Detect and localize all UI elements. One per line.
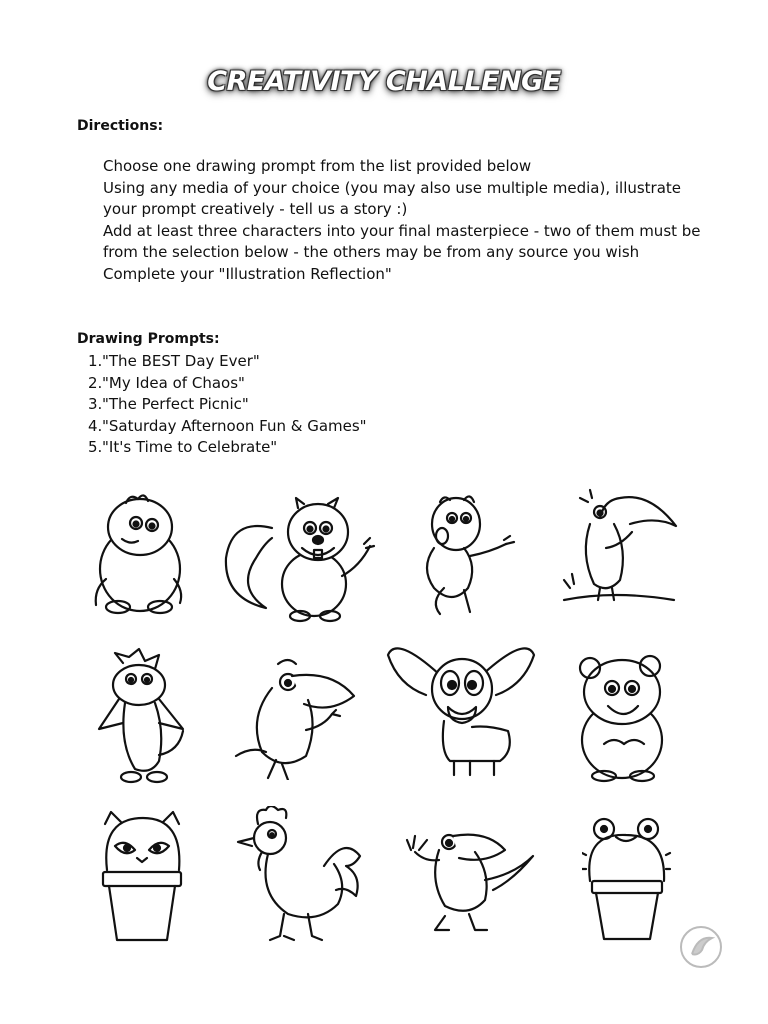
raccoon-cactus-image [97, 810, 187, 945]
watermark-logo-icon [678, 924, 724, 974]
prompt-item [88, 351, 367, 373]
prompt-item [88, 373, 367, 395]
toucan-on-branch-image [560, 488, 680, 618]
direction-item: Choose one drawing prompt from the list provided below [103, 157, 532, 175]
directions-heading: Directions: [77, 118, 164, 134]
prompt-item [88, 416, 367, 438]
direction-item: Add at least three characters into your final masterpiece - two of them must be from the selection below - the others may be from any source you wish [103, 221, 701, 261]
dragon-image [95, 645, 190, 785]
rooster-image [228, 806, 368, 944]
bird-waving-image [405, 820, 535, 935]
prompt-number: 4. [88, 416, 103, 435]
prompt-item [88, 394, 367, 416]
prompt-number: 5. [88, 438, 103, 456]
big-eared-dog-image [384, 645, 539, 780]
prompt-number: 1. [88, 352, 103, 370]
hamster-sitting-image [78, 487, 198, 617]
hamster-waving-image [560, 648, 678, 783]
bird-pointing-image [232, 652, 357, 780]
direction-item: Using any media of your choice (you may also use multiple media), illustrate your prompt creatively - tell us a story :) [103, 178, 682, 218]
prompt-text: "It's Time to Celebrate" [102, 438, 278, 456]
prompt-text: "Saturday Afternoon Fun & Games" [102, 416, 367, 435]
frog-cactus-image [582, 815, 672, 943]
prompts-heading: Drawing Prompts: [77, 331, 220, 347]
prompt-text: "The Perfect Picnic" [102, 395, 249, 413]
prompt-number: 3. [88, 395, 103, 413]
prompts-list [88, 351, 367, 459]
prompt-item [88, 437, 367, 459]
squirrel-image [222, 488, 377, 623]
directions-list [103, 156, 713, 285]
prompt-number: 2. [88, 373, 103, 392]
prompt-text: "My Idea of Chaos" [102, 373, 245, 392]
page-title: CREATIVITY CHALLENGE [207, 66, 561, 97]
prompt-text: "The BEST Day Ever" [102, 352, 260, 370]
direction-item: Complete your "Illustration Reflection" [103, 264, 392, 283]
hamster-dancing-image [404, 488, 519, 618]
